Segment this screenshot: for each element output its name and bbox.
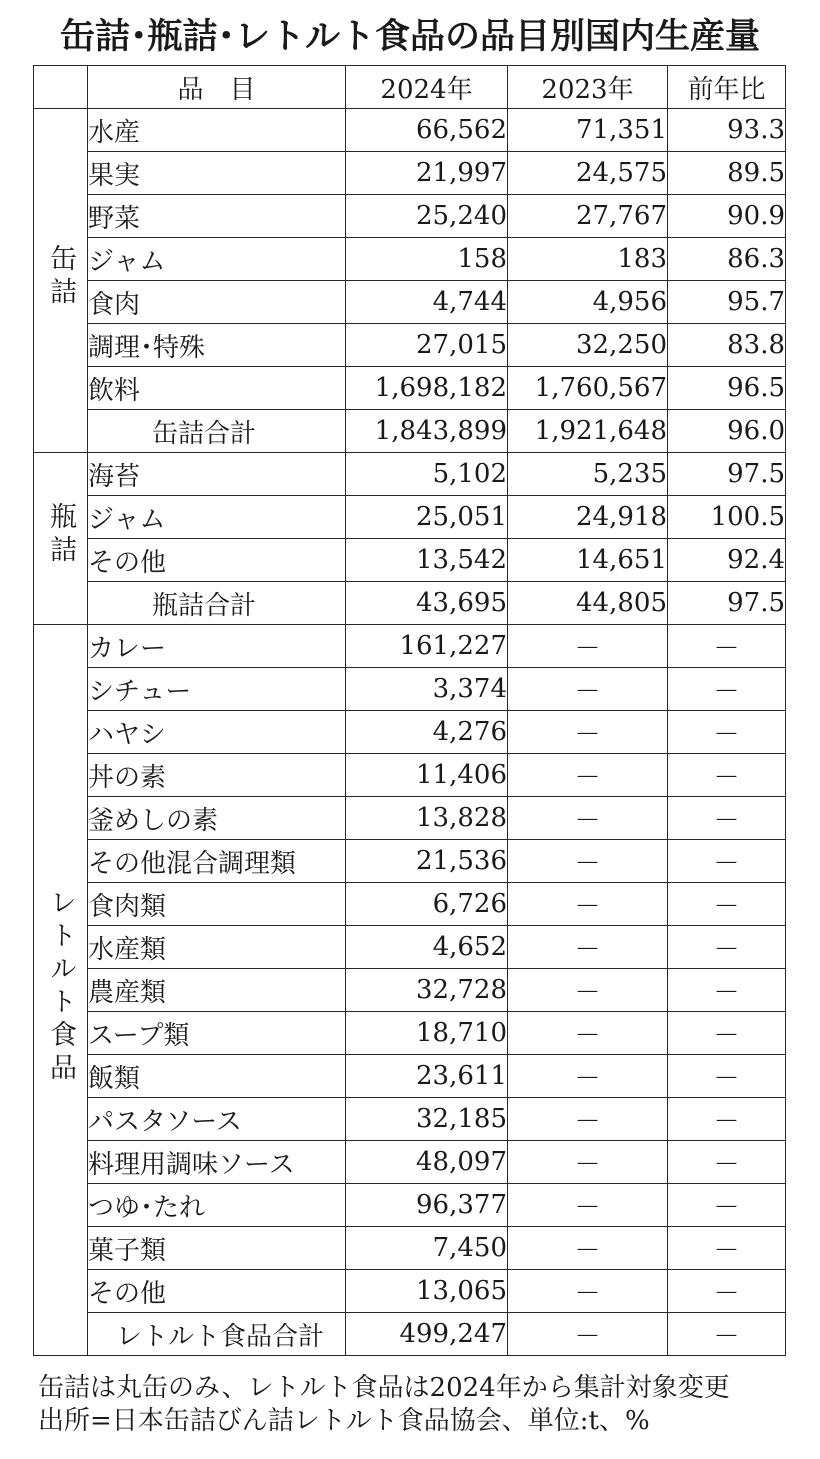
value-2023: － — [508, 1055, 668, 1098]
ratio-value: 86.3 — [668, 238, 786, 281]
item-name: 釜めしの素 — [88, 797, 346, 840]
table-row — [34, 496, 786, 539]
table-row — [34, 1227, 786, 1270]
item-name: ジャム — [88, 238, 346, 281]
value-2024: 96,377 — [346, 1184, 508, 1227]
footnote — [38, 1372, 798, 1438]
ratio-value: 96.5 — [668, 367, 786, 410]
table-row — [34, 195, 786, 238]
value-2024: 1,698,182 — [346, 367, 508, 410]
value-2024: 27,015 — [346, 324, 508, 367]
ratio-value: － — [668, 1184, 786, 1227]
value-2024: 499,247 — [346, 1313, 508, 1356]
value-2024: 23,611 — [346, 1055, 508, 1098]
item-name: 海苔 — [88, 453, 346, 496]
value-2024: 25,051 — [346, 496, 508, 539]
item-name: 農産類 — [88, 969, 346, 1012]
item-name: ハヤシ — [88, 711, 346, 754]
value-2024: 6,726 — [346, 883, 508, 926]
table-row — [34, 797, 786, 840]
table-row — [34, 883, 786, 926]
ratio-value: － — [668, 1012, 786, 1055]
item-name: 食肉 — [88, 281, 346, 324]
value-2023: 71,351 — [508, 109, 668, 152]
value-2024: 32,728 — [346, 969, 508, 1012]
item-name: 料理用調味ソース — [88, 1141, 346, 1184]
ratio-value: － — [668, 1270, 786, 1313]
table-row — [34, 281, 786, 324]
ratio-value: － — [668, 969, 786, 1012]
value-2023: － — [508, 1270, 668, 1313]
value-2024: 1,843,899 — [346, 410, 508, 453]
table-row — [34, 1055, 786, 1098]
table-row — [34, 840, 786, 883]
ratio-value: 97.5 — [668, 582, 786, 625]
ratio-value: － — [668, 797, 786, 840]
value-2023: － — [508, 668, 668, 711]
table-row — [34, 625, 786, 668]
table-row — [34, 1184, 786, 1227]
ratio-value: － — [668, 625, 786, 668]
value-2023: － — [508, 754, 668, 797]
value-2023: － — [508, 1098, 668, 1141]
value-2024: 4,744 — [346, 281, 508, 324]
value-2024: 25,240 — [346, 195, 508, 238]
value-2023: 24,918 — [508, 496, 668, 539]
value-2024: 43,695 — [346, 582, 508, 625]
ratio-value: － — [668, 668, 786, 711]
item-name: その他 — [88, 539, 346, 582]
ratio-value: － — [668, 1141, 786, 1184]
table-row — [34, 238, 786, 281]
ratio-value: 92.4 — [668, 539, 786, 582]
value-2024: 11,406 — [346, 754, 508, 797]
value-2024: 4,276 — [346, 711, 508, 754]
ratio-value: 100.5 — [668, 496, 786, 539]
table-row — [34, 324, 786, 367]
category-label-bottle — [34, 453, 88, 625]
table-row — [34, 410, 786, 453]
value-2023: 32,250 — [508, 324, 668, 367]
value-2024: 18,710 — [346, 1012, 508, 1055]
value-2023: － — [508, 1184, 668, 1227]
value-2023: － — [508, 797, 668, 840]
item-name: 飲料 — [88, 367, 346, 410]
ratio-value: 96.0 — [668, 410, 786, 453]
item-name: シチュー — [88, 668, 346, 711]
table-row — [34, 152, 786, 195]
value-2024: 13,828 — [346, 797, 508, 840]
item-name: 果実 — [88, 152, 346, 195]
item-name: 水産 — [88, 109, 346, 152]
ratio-value: － — [668, 926, 786, 969]
value-2024: 5,102 — [346, 453, 508, 496]
item-name: 丼の素 — [88, 754, 346, 797]
ratio-value: － — [668, 711, 786, 754]
value-2023: 1,760,567 — [508, 367, 668, 410]
value-2024: 21,536 — [346, 840, 508, 883]
value-2023: 14,651 — [508, 539, 668, 582]
ratio-value: 93.3 — [668, 109, 786, 152]
header-row — [34, 66, 786, 109]
value-2023: 44,805 — [508, 582, 668, 625]
table-row — [34, 109, 786, 152]
value-2024: 161,227 — [346, 625, 508, 668]
ratio-value: 97.5 — [668, 453, 786, 496]
value-2024: 13,542 — [346, 539, 508, 582]
value-2024: 158 — [346, 238, 508, 281]
table-row — [34, 453, 786, 496]
value-2023: － — [508, 1227, 668, 1270]
value-2024: 13,065 — [346, 1270, 508, 1313]
item-name: 調理･特殊 — [88, 324, 346, 367]
total-name: 缶詰合計 — [88, 410, 346, 453]
ratio-value: － — [668, 1055, 786, 1098]
category-label-text: レトルト食品 — [45, 887, 76, 1086]
ratio-value: 89.5 — [668, 152, 786, 195]
table-row — [34, 969, 786, 1012]
table-row — [34, 668, 786, 711]
value-2024: 66,562 — [346, 109, 508, 152]
item-name: その他混合調理類 — [88, 840, 346, 883]
ratio-value: － — [668, 1098, 786, 1141]
value-2024: 4,652 — [346, 926, 508, 969]
header-2024: 2024年 — [346, 66, 508, 109]
ratio-value: － — [668, 883, 786, 926]
table-row — [34, 539, 786, 582]
ratio-value: 90.9 — [668, 195, 786, 238]
value-2023: － — [508, 926, 668, 969]
ratio-value: － — [668, 1313, 786, 1356]
value-2023: － — [508, 711, 668, 754]
total-name: 瓶詰合計 — [88, 582, 346, 625]
value-2024: 48,097 — [346, 1141, 508, 1184]
value-2024: 3,374 — [346, 668, 508, 711]
item-name: 野菜 — [88, 195, 346, 238]
table-row — [34, 1270, 786, 1313]
item-name: 食肉類 — [88, 883, 346, 926]
item-name: つゆ･たれ — [88, 1184, 346, 1227]
table-row — [34, 1141, 786, 1184]
ratio-value: － — [668, 1227, 786, 1270]
footnote-line-1: 缶詰は丸缶のみ、レトルト食品は2024年から集計対象変更 — [38, 1373, 730, 1403]
item-name: 水産類 — [88, 926, 346, 969]
table-row — [34, 1012, 786, 1055]
table-row — [34, 711, 786, 754]
table-row — [34, 1313, 786, 1356]
category-label-text: 瓶詰 — [45, 502, 76, 568]
value-2023: 1,921,648 — [508, 410, 668, 453]
page-title: 缶詰･瓶詰･レトルト食品の品目別国内生産量 — [59, 17, 760, 57]
value-2023: － — [508, 969, 668, 1012]
item-name: ジャム — [88, 496, 346, 539]
value-2023: － — [508, 625, 668, 668]
production-table — [33, 65, 786, 1356]
category-label-retort — [34, 625, 88, 1356]
table-row — [34, 582, 786, 625]
value-2023: － — [508, 1313, 668, 1356]
item-name: 飯類 — [88, 1055, 346, 1098]
ratio-value: 83.8 — [668, 324, 786, 367]
value-2024: 7,450 — [346, 1227, 508, 1270]
value-2024: 32,185 — [346, 1098, 508, 1141]
value-2023: 183 — [508, 238, 668, 281]
header-item: 品 目 — [88, 66, 346, 109]
value-2023: 27,767 — [508, 195, 668, 238]
ratio-value: － — [668, 840, 786, 883]
table-row — [34, 754, 786, 797]
item-name: スープ類 — [88, 1012, 346, 1055]
header-ratio: 前年比 — [668, 66, 786, 109]
item-name: パスタソース — [88, 1098, 346, 1141]
ratio-value: 95.7 — [668, 281, 786, 324]
value-2023: － — [508, 1012, 668, 1055]
table-row — [34, 926, 786, 969]
ratio-value: － — [668, 754, 786, 797]
header-2023: 2023年 — [508, 66, 668, 109]
table-row — [34, 367, 786, 410]
value-2023: 5,235 — [508, 453, 668, 496]
value-2024: 21,997 — [346, 152, 508, 195]
item-name: その他 — [88, 1270, 346, 1313]
total-name: レトルト食品合計 — [88, 1313, 346, 1356]
category-label-text: 缶詰 — [45, 244, 76, 310]
category-label-can — [34, 109, 88, 453]
item-name: 菓子類 — [88, 1227, 346, 1270]
value-2023: － — [508, 1141, 668, 1184]
item-name: カレー — [88, 625, 346, 668]
table-row — [34, 1098, 786, 1141]
footnote-line-2: 出所=日本缶詰びん詰レトルト食品協会、単位:t、% — [38, 1406, 650, 1436]
value-2023: 4,956 — [508, 281, 668, 324]
value-2023: 24,575 — [508, 152, 668, 195]
value-2023: － — [508, 840, 668, 883]
value-2023: － — [508, 883, 668, 926]
header-blank — [34, 66, 88, 109]
